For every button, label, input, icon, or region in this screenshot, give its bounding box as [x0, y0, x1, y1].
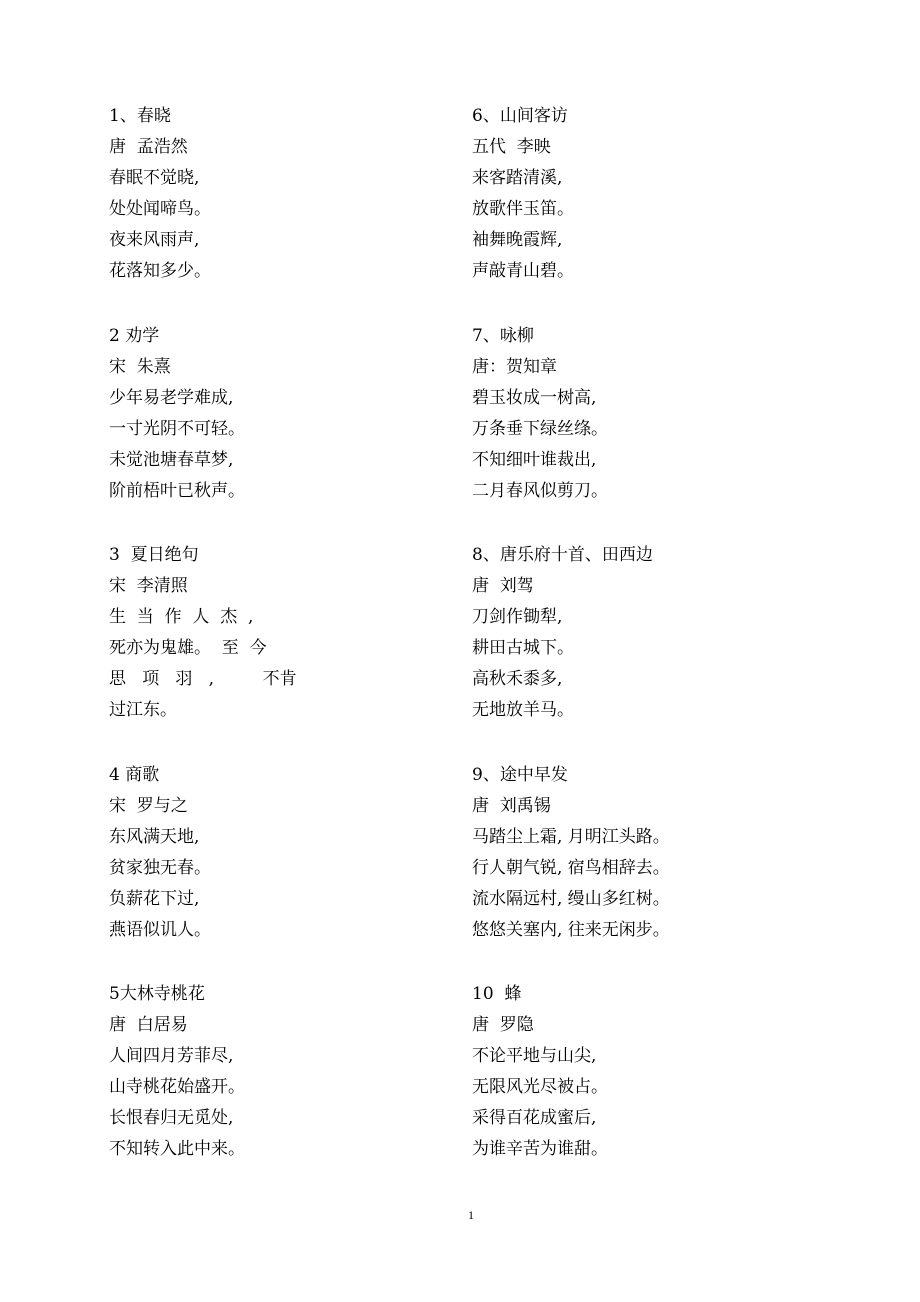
page-number: 1 — [468, 1208, 474, 1222]
poem-line: 行人朝气锐, 宿鸟相辞去。 — [472, 857, 670, 878]
poem-title: 6、山间客访 — [472, 106, 568, 126]
poem-line: 为谁辛苦为谁甜。 — [472, 1139, 608, 1159]
poem-line: 燕语似讥人。 — [109, 919, 211, 940]
poem-line: 一寸光阴不可轻。 — [109, 418, 245, 439]
poem-title: 3 夏日绝句 — [109, 545, 199, 565]
poem-title: 5大林寺桃花 — [109, 984, 205, 1004]
poem-block — [109, 321, 469, 541]
poem-line: 声敲青山碧。 — [472, 261, 574, 281]
poem-line: 万条垂下绿丝绦。 — [472, 418, 608, 439]
poem-line: 不知转入此中来。 — [109, 1139, 245, 1159]
poem-line: 二月春风似剪刀。 — [472, 480, 608, 501]
poem-author: 唐 白居易 — [109, 1015, 188, 1035]
right-column — [472, 101, 832, 1199]
poem-line: 袖舞晚霞辉, — [472, 230, 563, 250]
poem-author: 宋 李清照 — [109, 576, 188, 596]
poem-author: 唐 刘禹锡 — [472, 795, 551, 816]
poem-line: 放歌伴玉笛。 — [472, 199, 574, 219]
poem-line: 思 项 羽 , 不肯 — [109, 669, 297, 689]
poem-line: 花落知多少。 — [109, 261, 211, 281]
poem-block — [109, 101, 469, 321]
poem-line: 过江东。 — [109, 700, 177, 720]
poem-author: 五代 李映 — [472, 137, 551, 157]
poem-title: 9、途中早发 — [472, 764, 568, 785]
poem-title: 7、咏柳 — [472, 325, 534, 346]
poem-line: 无地放羊马。 — [472, 700, 574, 720]
poem-block — [472, 979, 832, 1199]
poem-block — [109, 540, 469, 760]
poem-line: 来客踏清溪, — [472, 168, 563, 188]
poem-line: 耕田古城下。 — [472, 638, 574, 658]
poem-line: 无限风光尽被占。 — [472, 1077, 608, 1097]
poem-line: 流水隔远村, 缦山多红树。 — [472, 888, 670, 909]
poem-line: 山寺桃花始盛开。 — [109, 1077, 245, 1097]
poem-block — [109, 760, 469, 980]
poem-line: 采得百花成蜜后, — [472, 1108, 597, 1128]
poem-line: 处处闻啼鸟。 — [109, 199, 211, 219]
poem-line: 长恨春归无觅处, — [109, 1108, 234, 1128]
poem-line: 死亦为鬼雄。 至 今 — [109, 638, 267, 658]
poem-line: 生 当 作 人 杰 , — [109, 607, 254, 627]
poem-line: 少年易老学难成, — [109, 387, 234, 408]
poem-author: 唐 刘驾 — [472, 576, 534, 596]
poem-line: 阶前梧叶已秋声。 — [109, 480, 245, 501]
poem-author: 唐：贺知章 — [472, 356, 557, 377]
poem-title: 1、春晓 — [109, 106, 171, 126]
poem-line: 未觉池塘春草梦, — [109, 449, 234, 470]
poem-line: 不知细叶谁裁出, — [472, 449, 597, 470]
poem-line: 负薪花下过, — [109, 888, 200, 909]
poem-author: 宋 罗与之 — [109, 795, 188, 816]
poem-block — [472, 321, 832, 541]
poem-author: 宋 朱熹 — [109, 356, 171, 377]
poem-block — [472, 540, 832, 760]
poem-author: 唐 罗隐 — [472, 1015, 534, 1035]
poem-line: 碧玉妆成一树高, — [472, 387, 597, 408]
poem-author: 唐 孟浩然 — [109, 137, 188, 157]
poem-line: 悠悠关塞内, 往来无闲步。 — [472, 919, 670, 940]
poem-block — [472, 760, 832, 980]
poem-title: 4 商歌 — [109, 764, 160, 785]
poem-block — [109, 979, 469, 1199]
poem-line: 刀剑作锄犁, — [472, 607, 563, 627]
poem-line: 夜来风雨声, — [109, 230, 200, 250]
poem-title: 10 蜂 — [472, 984, 522, 1004]
poem-title: 8、唐乐府十首、田西边 — [472, 545, 653, 565]
poem-line: 不论平地与山尖, — [472, 1046, 597, 1066]
poem-line: 东风满天地, — [109, 826, 200, 847]
poem-title: 2 劝学 — [109, 325, 160, 346]
poem-line: 春眠不觉晓, — [109, 168, 200, 188]
left-column — [109, 101, 469, 1199]
poem-line: 马踏尘上霜, 月明江头路。 — [472, 826, 670, 847]
poem-line: 人间四月芳菲尽, — [109, 1046, 234, 1066]
poem-block — [472, 101, 832, 321]
poem-line: 高秋禾黍多, — [472, 669, 563, 689]
poem-line: 贫家独无春。 — [109, 857, 211, 878]
